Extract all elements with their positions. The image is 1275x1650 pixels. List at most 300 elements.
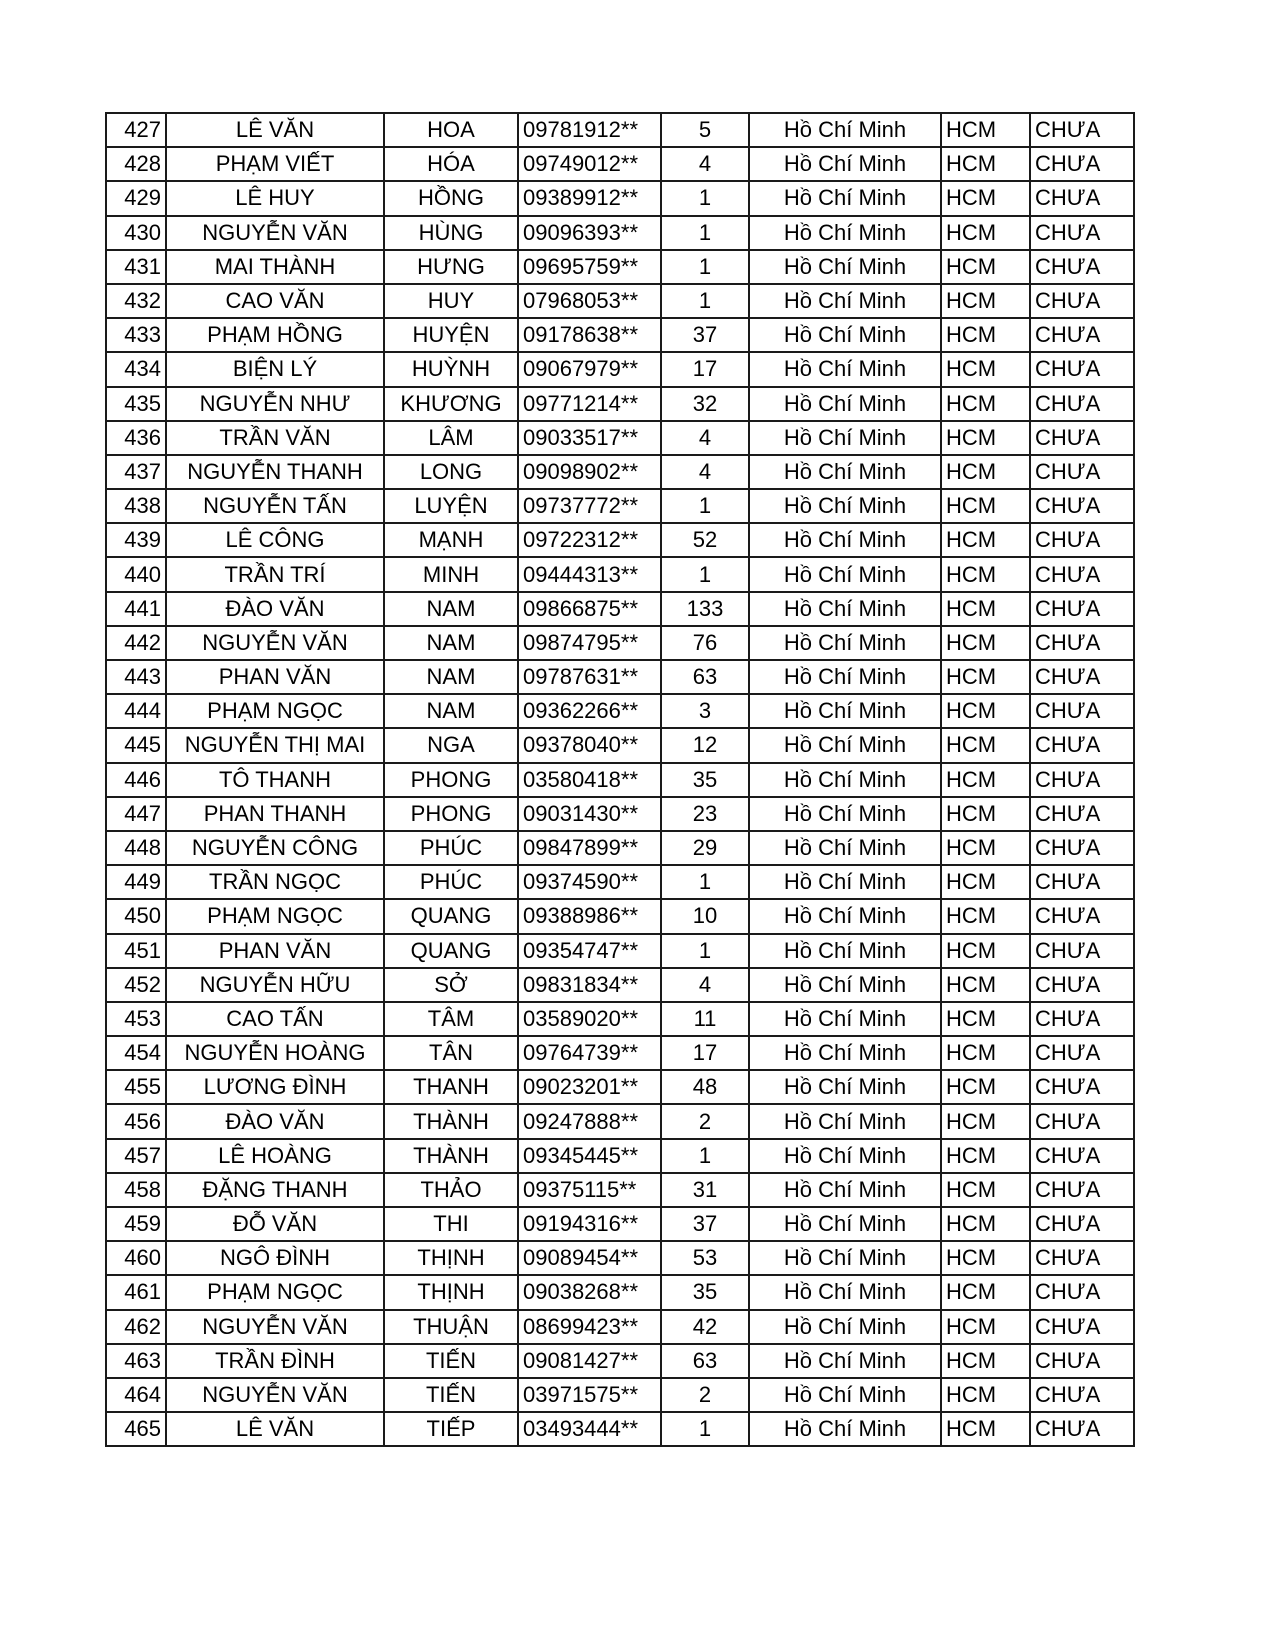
surname-cell: PHAN VĂN (166, 934, 384, 968)
city-code-cell: HCM (941, 1173, 1030, 1207)
row-number: 444 (106, 694, 166, 728)
phone-cell: 09831834** (518, 968, 661, 1002)
status-cell: CHƯA (1030, 592, 1134, 626)
city-code-cell: HCM (941, 216, 1030, 250)
city-cell: Hồ Chí Minh (749, 763, 941, 797)
phone-cell: 09354747** (518, 934, 661, 968)
table-row (106, 934, 1134, 968)
given-name-cell: PHÚC (384, 865, 518, 899)
quantity-cell: 3 (661, 694, 749, 728)
surname-cell: PHẠM NGỌC (166, 899, 384, 933)
phone-cell: 09874795** (518, 626, 661, 660)
phone-cell: 09081427** (518, 1344, 661, 1378)
row-number: 458 (106, 1173, 166, 1207)
city-code-cell: HCM (941, 1139, 1030, 1173)
phone-cell: 09023201** (518, 1070, 661, 1104)
table-row (106, 728, 1134, 762)
surname-cell: NGÔ ĐÌNH (166, 1241, 384, 1275)
phone-cell: 09098902** (518, 455, 661, 489)
table-row (106, 968, 1134, 1002)
surname-cell: PHẠM HỒNG (166, 318, 384, 352)
quantity-cell: 63 (661, 1344, 749, 1378)
given-name-cell: THI (384, 1207, 518, 1241)
surname-cell: ĐÀO VĂN (166, 1104, 384, 1138)
quantity-cell: 4 (661, 455, 749, 489)
phone-cell: 09033517** (518, 421, 661, 455)
table-row (106, 831, 1134, 865)
city-code-cell: HCM (941, 694, 1030, 728)
table-row (106, 694, 1134, 728)
status-cell: CHƯA (1030, 899, 1134, 933)
surname-cell: NGUYỄN THỊ MAI (166, 728, 384, 762)
status-cell: CHƯA (1030, 934, 1134, 968)
given-name-cell: NAM (384, 660, 518, 694)
city-cell: Hồ Chí Minh (749, 523, 941, 557)
given-name-cell: SỞ (384, 968, 518, 1002)
table-row (106, 147, 1134, 181)
phone-cell: 09764739** (518, 1036, 661, 1070)
surname-cell: LÊ VĂN (166, 1412, 384, 1446)
status-cell: CHƯA (1030, 1173, 1134, 1207)
phone-cell: 03589020** (518, 1002, 661, 1036)
city-cell: Hồ Chí Minh (749, 865, 941, 899)
city-cell: Hồ Chí Minh (749, 216, 941, 250)
table-row (106, 1173, 1134, 1207)
given-name-cell: NAM (384, 694, 518, 728)
table-row (106, 216, 1134, 250)
given-name-cell: TIẾN (384, 1344, 518, 1378)
status-cell: CHƯA (1030, 523, 1134, 557)
roster-table (105, 112, 1135, 1447)
city-code-cell: HCM (941, 660, 1030, 694)
given-name-cell: NAM (384, 626, 518, 660)
phone-cell: 09089454** (518, 1241, 661, 1275)
given-name-cell: HÙNG (384, 216, 518, 250)
given-name-cell: THUẬN (384, 1310, 518, 1344)
row-number: 440 (106, 557, 166, 591)
city-code-cell: HCM (941, 181, 1030, 215)
surname-cell: CAO TẤN (166, 1002, 384, 1036)
quantity-cell: 29 (661, 831, 749, 865)
city-cell: Hồ Chí Minh (749, 1241, 941, 1275)
given-name-cell: LÂM (384, 421, 518, 455)
given-name-cell: HÓA (384, 147, 518, 181)
surname-cell: ĐÀO VĂN (166, 592, 384, 626)
quantity-cell: 5 (661, 113, 749, 147)
status-cell: CHƯA (1030, 352, 1134, 386)
surname-cell: NGUYỄN NHƯ (166, 387, 384, 421)
city-cell: Hồ Chí Minh (749, 557, 941, 591)
given-name-cell: THẢO (384, 1173, 518, 1207)
row-number: 429 (106, 181, 166, 215)
given-name-cell: HOA (384, 113, 518, 147)
city-code-cell: HCM (941, 1070, 1030, 1104)
quantity-cell: 53 (661, 1241, 749, 1275)
phone-cell: 09866875** (518, 592, 661, 626)
city-cell: Hồ Chí Minh (749, 934, 941, 968)
city-cell: Hồ Chí Minh (749, 1173, 941, 1207)
quantity-cell: 1 (661, 216, 749, 250)
city-cell: Hồ Chí Minh (749, 831, 941, 865)
row-number: 445 (106, 728, 166, 762)
phone-cell: 09096393** (518, 216, 661, 250)
surname-cell: LÊ HOÀNG (166, 1139, 384, 1173)
status-cell: CHƯA (1030, 831, 1134, 865)
quantity-cell: 76 (661, 626, 749, 660)
status-cell: CHƯA (1030, 797, 1134, 831)
row-number: 449 (106, 865, 166, 899)
status-cell: CHƯA (1030, 113, 1134, 147)
table-row (106, 284, 1134, 318)
given-name-cell: LUYỆN (384, 489, 518, 523)
city-code-cell: HCM (941, 1378, 1030, 1412)
table-row (106, 523, 1134, 557)
city-code-cell: HCM (941, 934, 1030, 968)
given-name-cell: LONG (384, 455, 518, 489)
city-code-cell: HCM (941, 318, 1030, 352)
table-row (106, 113, 1134, 147)
given-name-cell: QUANG (384, 899, 518, 933)
phone-cell: 09737772** (518, 489, 661, 523)
status-cell: CHƯA (1030, 1241, 1134, 1275)
table-row (106, 1207, 1134, 1241)
row-number: 461 (106, 1275, 166, 1309)
surname-cell: PHAN THANH (166, 797, 384, 831)
status-cell: CHƯA (1030, 763, 1134, 797)
quantity-cell: 133 (661, 592, 749, 626)
roster-body (106, 113, 1134, 1446)
phone-cell: 09771214** (518, 387, 661, 421)
surname-cell: NGUYỄN VĂN (166, 1378, 384, 1412)
status-cell: CHƯA (1030, 1036, 1134, 1070)
quantity-cell: 63 (661, 660, 749, 694)
status-cell: CHƯA (1030, 865, 1134, 899)
table-row (106, 1002, 1134, 1036)
status-cell: CHƯA (1030, 489, 1134, 523)
given-name-cell: TÂN (384, 1036, 518, 1070)
surname-cell: LÊ CÔNG (166, 523, 384, 557)
city-cell: Hồ Chí Minh (749, 1310, 941, 1344)
city-code-cell: HCM (941, 455, 1030, 489)
given-name-cell: THÀNH (384, 1139, 518, 1173)
phone-cell: 09362266** (518, 694, 661, 728)
phone-cell: 09374590** (518, 865, 661, 899)
row-number: 464 (106, 1378, 166, 1412)
quantity-cell: 4 (661, 421, 749, 455)
given-name-cell: QUANG (384, 934, 518, 968)
status-cell: CHƯA (1030, 1002, 1134, 1036)
city-code-cell: HCM (941, 1036, 1030, 1070)
quantity-cell: 1 (661, 865, 749, 899)
row-number: 431 (106, 250, 166, 284)
city-cell: Hồ Chí Minh (749, 147, 941, 181)
city-cell: Hồ Chí Minh (749, 1412, 941, 1446)
city-code-cell: HCM (941, 1344, 1030, 1378)
city-cell: Hồ Chí Minh (749, 728, 941, 762)
given-name-cell: KHƯƠNG (384, 387, 518, 421)
given-name-cell: NGA (384, 728, 518, 762)
table-row (106, 387, 1134, 421)
given-name-cell: MINH (384, 557, 518, 591)
surname-cell: TÔ THANH (166, 763, 384, 797)
status-cell: CHƯA (1030, 387, 1134, 421)
status-cell: CHƯA (1030, 557, 1134, 591)
city-cell: Hồ Chí Minh (749, 1070, 941, 1104)
status-cell: CHƯA (1030, 1104, 1134, 1138)
city-code-cell: HCM (941, 1412, 1030, 1446)
quantity-cell: 1 (661, 250, 749, 284)
city-cell: Hồ Chí Minh (749, 387, 941, 421)
city-code-cell: HCM (941, 763, 1030, 797)
phone-cell: 09749012** (518, 147, 661, 181)
status-cell: CHƯA (1030, 284, 1134, 318)
quantity-cell: 4 (661, 147, 749, 181)
surname-cell: TRẦN ĐÌNH (166, 1344, 384, 1378)
surname-cell: TRẦN NGỌC (166, 865, 384, 899)
table-row (106, 865, 1134, 899)
row-number: 446 (106, 763, 166, 797)
row-number: 453 (106, 1002, 166, 1036)
status-cell: CHƯA (1030, 1139, 1134, 1173)
status-cell: CHƯA (1030, 1207, 1134, 1241)
row-number: 434 (106, 352, 166, 386)
city-cell: Hồ Chí Minh (749, 455, 941, 489)
phone-cell: 09388986** (518, 899, 661, 933)
phone-cell: 09067979** (518, 352, 661, 386)
status-cell: CHƯA (1030, 216, 1134, 250)
quantity-cell: 23 (661, 797, 749, 831)
status-cell: CHƯA (1030, 1412, 1134, 1446)
phone-cell: 09787631** (518, 660, 661, 694)
phone-cell: 09722312** (518, 523, 661, 557)
city-cell: Hồ Chí Minh (749, 797, 941, 831)
row-number: 462 (106, 1310, 166, 1344)
city-code-cell: HCM (941, 728, 1030, 762)
row-number: 437 (106, 455, 166, 489)
table-row (106, 250, 1134, 284)
row-number: 428 (106, 147, 166, 181)
table-row (106, 1412, 1134, 1446)
surname-cell: NGUYỄN HOÀNG (166, 1036, 384, 1070)
given-name-cell: TÂM (384, 1002, 518, 1036)
status-cell: CHƯA (1030, 1310, 1134, 1344)
row-number: 447 (106, 797, 166, 831)
status-cell: CHƯA (1030, 728, 1134, 762)
row-number: 454 (106, 1036, 166, 1070)
status-cell: CHƯA (1030, 421, 1134, 455)
table-row (106, 1139, 1134, 1173)
city-code-cell: HCM (941, 1104, 1030, 1138)
row-number: 452 (106, 968, 166, 1002)
row-number: 455 (106, 1070, 166, 1104)
table-row (106, 318, 1134, 352)
phone-cell: 03493444** (518, 1412, 661, 1446)
city-cell: Hồ Chí Minh (749, 1275, 941, 1309)
row-number: 438 (106, 489, 166, 523)
phone-cell: 09389912** (518, 181, 661, 215)
surname-cell: CAO VĂN (166, 284, 384, 318)
phone-cell: 09378040** (518, 728, 661, 762)
status-cell: CHƯA (1030, 1378, 1134, 1412)
quantity-cell: 1 (661, 1139, 749, 1173)
city-cell: Hồ Chí Minh (749, 352, 941, 386)
surname-cell: MAI THÀNH (166, 250, 384, 284)
city-cell: Hồ Chí Minh (749, 626, 941, 660)
city-code-cell: HCM (941, 968, 1030, 1002)
row-number: 450 (106, 899, 166, 933)
quantity-cell: 1 (661, 934, 749, 968)
surname-cell: BIỆN LÝ (166, 352, 384, 386)
city-cell: Hồ Chí Minh (749, 1002, 941, 1036)
status-cell: CHƯA (1030, 1344, 1134, 1378)
given-name-cell: PHÚC (384, 831, 518, 865)
quantity-cell: 10 (661, 899, 749, 933)
city-cell: Hồ Chí Minh (749, 1139, 941, 1173)
quantity-cell: 37 (661, 1207, 749, 1241)
city-cell: Hồ Chí Minh (749, 181, 941, 215)
quantity-cell: 52 (661, 523, 749, 557)
surname-cell: PHẠM NGỌC (166, 1275, 384, 1309)
given-name-cell: MẠNH (384, 523, 518, 557)
phone-cell: 09031430** (518, 797, 661, 831)
city-code-cell: HCM (941, 557, 1030, 591)
quantity-cell: 1 (661, 181, 749, 215)
surname-cell: LÊ HUY (166, 181, 384, 215)
row-number: 442 (106, 626, 166, 660)
status-cell: CHƯA (1030, 626, 1134, 660)
city-code-cell: HCM (941, 899, 1030, 933)
table-row (106, 489, 1134, 523)
city-code-cell: HCM (941, 626, 1030, 660)
quantity-cell: 2 (661, 1104, 749, 1138)
city-cell: Hồ Chí Minh (749, 968, 941, 1002)
quantity-cell: 31 (661, 1173, 749, 1207)
table-row (106, 455, 1134, 489)
surname-cell: TRẦN TRÍ (166, 557, 384, 591)
quantity-cell: 1 (661, 284, 749, 318)
given-name-cell: NAM (384, 592, 518, 626)
quantity-cell: 35 (661, 763, 749, 797)
quantity-cell: 4 (661, 968, 749, 1002)
quantity-cell: 42 (661, 1310, 749, 1344)
given-name-cell: THỊNH (384, 1241, 518, 1275)
given-name-cell: THÀNH (384, 1104, 518, 1138)
city-code-cell: HCM (941, 352, 1030, 386)
quantity-cell: 17 (661, 1036, 749, 1070)
quantity-cell: 35 (661, 1275, 749, 1309)
table-row (106, 1241, 1134, 1275)
city-code-cell: HCM (941, 147, 1030, 181)
city-code-cell: HCM (941, 1241, 1030, 1275)
row-number: 460 (106, 1241, 166, 1275)
city-cell: Hồ Chí Minh (749, 694, 941, 728)
city-cell: Hồ Chí Minh (749, 250, 941, 284)
surname-cell: ĐỖ VĂN (166, 1207, 384, 1241)
city-code-cell: HCM (941, 592, 1030, 626)
surname-cell: NGUYỄN VĂN (166, 626, 384, 660)
given-name-cell: TIẾP (384, 1412, 518, 1446)
table-row (106, 592, 1134, 626)
table-row (106, 626, 1134, 660)
given-name-cell: PHONG (384, 797, 518, 831)
city-code-cell: HCM (941, 523, 1030, 557)
city-cell: Hồ Chí Minh (749, 1036, 941, 1070)
phone-cell: 07968053** (518, 284, 661, 318)
status-cell: CHƯA (1030, 1070, 1134, 1104)
phone-cell: 09345445** (518, 1139, 661, 1173)
city-code-cell: HCM (941, 1207, 1030, 1241)
row-number: 436 (106, 421, 166, 455)
surname-cell: TRẦN VĂN (166, 421, 384, 455)
city-code-cell: HCM (941, 831, 1030, 865)
phone-cell: 09194316** (518, 1207, 661, 1241)
phone-cell: 09038268** (518, 1275, 661, 1309)
city-cell: Hồ Chí Minh (749, 1378, 941, 1412)
city-cell: Hồ Chí Minh (749, 1344, 941, 1378)
row-number: 465 (106, 1412, 166, 1446)
phone-cell: 09781912** (518, 113, 661, 147)
city-cell: Hồ Chí Minh (749, 284, 941, 318)
table-row (106, 1310, 1134, 1344)
city-code-cell: HCM (941, 489, 1030, 523)
row-number: 459 (106, 1207, 166, 1241)
phone-cell: 09847899** (518, 831, 661, 865)
city-code-cell: HCM (941, 113, 1030, 147)
table-row (106, 1275, 1134, 1309)
status-cell: CHƯA (1030, 318, 1134, 352)
table-row (106, 352, 1134, 386)
given-name-cell: THANH (384, 1070, 518, 1104)
table-row (106, 1104, 1134, 1138)
table-row (106, 1378, 1134, 1412)
city-cell: Hồ Chí Minh (749, 421, 941, 455)
row-number: 451 (106, 934, 166, 968)
row-number: 430 (106, 216, 166, 250)
surname-cell: NGUYỄN THANH (166, 455, 384, 489)
row-number: 441 (106, 592, 166, 626)
phone-cell: 09695759** (518, 250, 661, 284)
city-cell: Hồ Chí Minh (749, 113, 941, 147)
city-code-cell: HCM (941, 1002, 1030, 1036)
phone-cell: 09247888** (518, 1104, 661, 1138)
city-code-cell: HCM (941, 1275, 1030, 1309)
city-code-cell: HCM (941, 421, 1030, 455)
phone-cell: 03971575** (518, 1378, 661, 1412)
status-cell: CHƯA (1030, 250, 1134, 284)
city-code-cell: HCM (941, 797, 1030, 831)
quantity-cell: 17 (661, 352, 749, 386)
table-row (106, 899, 1134, 933)
table-row (106, 763, 1134, 797)
quantity-cell: 2 (661, 1378, 749, 1412)
row-number: 457 (106, 1139, 166, 1173)
row-number: 448 (106, 831, 166, 865)
row-number: 443 (106, 660, 166, 694)
surname-cell: NGUYỄN TẤN (166, 489, 384, 523)
surname-cell: LÊ VĂN (166, 113, 384, 147)
table-row (106, 797, 1134, 831)
table-row (106, 421, 1134, 455)
table-row (106, 1036, 1134, 1070)
table-row (106, 660, 1134, 694)
surname-cell: NGUYỄN VĂN (166, 216, 384, 250)
table-row (106, 557, 1134, 591)
given-name-cell: THỊNH (384, 1275, 518, 1309)
row-number: 433 (106, 318, 166, 352)
surname-cell: NGUYỄN VĂN (166, 1310, 384, 1344)
city-code-cell: HCM (941, 250, 1030, 284)
quantity-cell: 1 (661, 489, 749, 523)
